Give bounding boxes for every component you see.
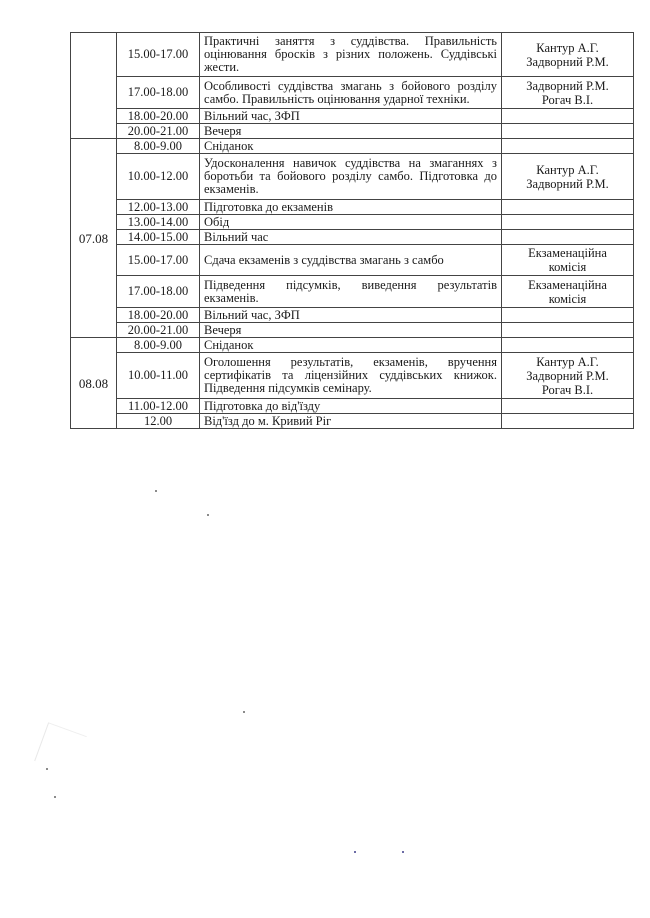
responsible-person: Кантур А.Г. [536, 40, 599, 55]
responsible-cell [502, 139, 634, 154]
schedule-row [71, 200, 634, 215]
schedule-row [71, 323, 634, 338]
schedule-row [71, 154, 634, 200]
responsible-cell [502, 33, 634, 77]
schedule-row [71, 276, 634, 308]
responsible-cell [502, 77, 634, 109]
scan-speck [54, 796, 56, 798]
responsible-person: Екзаменаційна [528, 246, 607, 260]
responsible-cell [502, 338, 634, 353]
time-cell: 11.00-12.00 [117, 399, 200, 414]
activity-cell: Вільний час, ЗФП [200, 308, 502, 323]
time-cell: 8.00-9.00 [117, 139, 200, 154]
schedule-row [71, 308, 634, 323]
activity-cell: Вільний час, ЗФП [200, 109, 502, 124]
responsible-cell [502, 154, 634, 200]
schedule-row [71, 109, 634, 124]
responsible-cell [502, 245, 634, 276]
responsible-person: Задворний Р.М. [526, 368, 609, 383]
schedule-row [71, 33, 634, 77]
activity-cell: Сніданок [200, 139, 502, 154]
time-cell: 15.00-17.00 [117, 245, 200, 276]
schedule-row [71, 230, 634, 245]
responsible-person: Задворний Р.М. [526, 78, 609, 93]
responsible-cell [502, 323, 634, 338]
time-cell: 18.00-20.00 [117, 109, 200, 124]
time-cell: 20.00-21.00 [117, 124, 200, 139]
scan-speck [354, 851, 356, 853]
time-cell: 13.00-14.00 [117, 215, 200, 230]
activity-cell: Підготовка до екзаменів [200, 200, 502, 215]
responsible-cell [502, 414, 634, 429]
schedule-row [71, 124, 634, 139]
time-cell: 15.00-17.00 [117, 33, 200, 77]
responsible-person: Кантур А.Г. [536, 162, 599, 177]
responsible-person: Кантур А.Г. [536, 354, 599, 369]
activity-cell: Сніданок [200, 338, 502, 353]
responsible-person: Задворний Р.М. [526, 54, 609, 69]
responsible-person: Рогач В.І. [541, 92, 594, 107]
activity-cell: Удосконалення навичок суддівства на змаганнях з боротьби та бойового розділу самбо. Підготовка до екзаменів. [200, 154, 502, 200]
responsible-cell [502, 109, 634, 124]
responsible-person: комісія [548, 260, 587, 274]
activity-cell: Особливості суддівства змагань з бойового розділу самбо. Правильність оцінювання ударної техніки. [200, 77, 502, 109]
responsible-cell [502, 353, 634, 399]
activity-cell: Обід [200, 215, 502, 230]
responsible-cell [502, 276, 634, 308]
schedule-row [71, 414, 634, 429]
schedule-row [71, 353, 634, 399]
time-cell: 8.00-9.00 [117, 338, 200, 353]
responsible-cell [502, 215, 634, 230]
day-date-cell: 07.08 [71, 139, 117, 338]
activity-cell: Вечеря [200, 323, 502, 338]
activity-cell: Підведення підсумків, виведення результатів екзаменів. [200, 276, 502, 308]
schedule-row [71, 215, 634, 230]
responsible-cell [502, 399, 634, 414]
activity-cell: Вечеря [200, 124, 502, 139]
scan-speck [46, 768, 48, 770]
activity-cell: Сдача екзаменів з суддівства змагань з самбо [200, 245, 502, 276]
activity-cell: Підготовка до від'їзду [200, 399, 502, 414]
schedule-table [70, 32, 634, 429]
schedule-row [71, 399, 634, 414]
day-date-cell [71, 33, 117, 139]
schedule-row [71, 139, 634, 154]
scan-speck [155, 490, 157, 492]
time-cell: 17.00-18.00 [117, 276, 200, 308]
time-cell: 10.00-12.00 [117, 154, 200, 200]
responsible-person: Задворний Р.М. [526, 176, 609, 191]
time-cell: 18.00-20.00 [117, 308, 200, 323]
responsible-person: комісія [548, 291, 587, 306]
time-cell: 14.00-15.00 [117, 230, 200, 245]
time-cell: 12.00 [117, 414, 200, 429]
scan-speck [402, 851, 404, 853]
responsible-cell [502, 308, 634, 323]
scan-speck [243, 711, 245, 713]
time-cell: 10.00-11.00 [117, 353, 200, 399]
activity-cell: Від'їзд до м. Кривий Ріг [200, 414, 502, 429]
day-date-cell: 08.08 [71, 338, 117, 429]
scan-speck [207, 514, 209, 516]
responsible-person: Екзаменаційна [528, 277, 607, 292]
activity-cell: Вільний час [200, 230, 502, 245]
responsible-cell [502, 200, 634, 215]
responsible-person: Рогач В.І. [541, 382, 594, 397]
responsible-cell [502, 124, 634, 139]
time-cell: 20.00-21.00 [117, 323, 200, 338]
responsible-cell [502, 230, 634, 245]
schedule-row [71, 338, 634, 353]
activity-cell: Оголошення результатів, екзаменів, вручення сертифікатів та ліцензійних суддівських книжок. Підведення підсумків семінару. [200, 353, 502, 399]
scan-mark [34, 722, 87, 775]
time-cell: 17.00-18.00 [117, 77, 200, 109]
schedule-row [71, 245, 634, 276]
time-cell: 12.00-13.00 [117, 200, 200, 215]
schedule-row [71, 77, 634, 109]
activity-cell: Практичні заняття з суддівства. Правильність оцінювання бросків з різних положень. Суддівські жести. [200, 33, 502, 77]
